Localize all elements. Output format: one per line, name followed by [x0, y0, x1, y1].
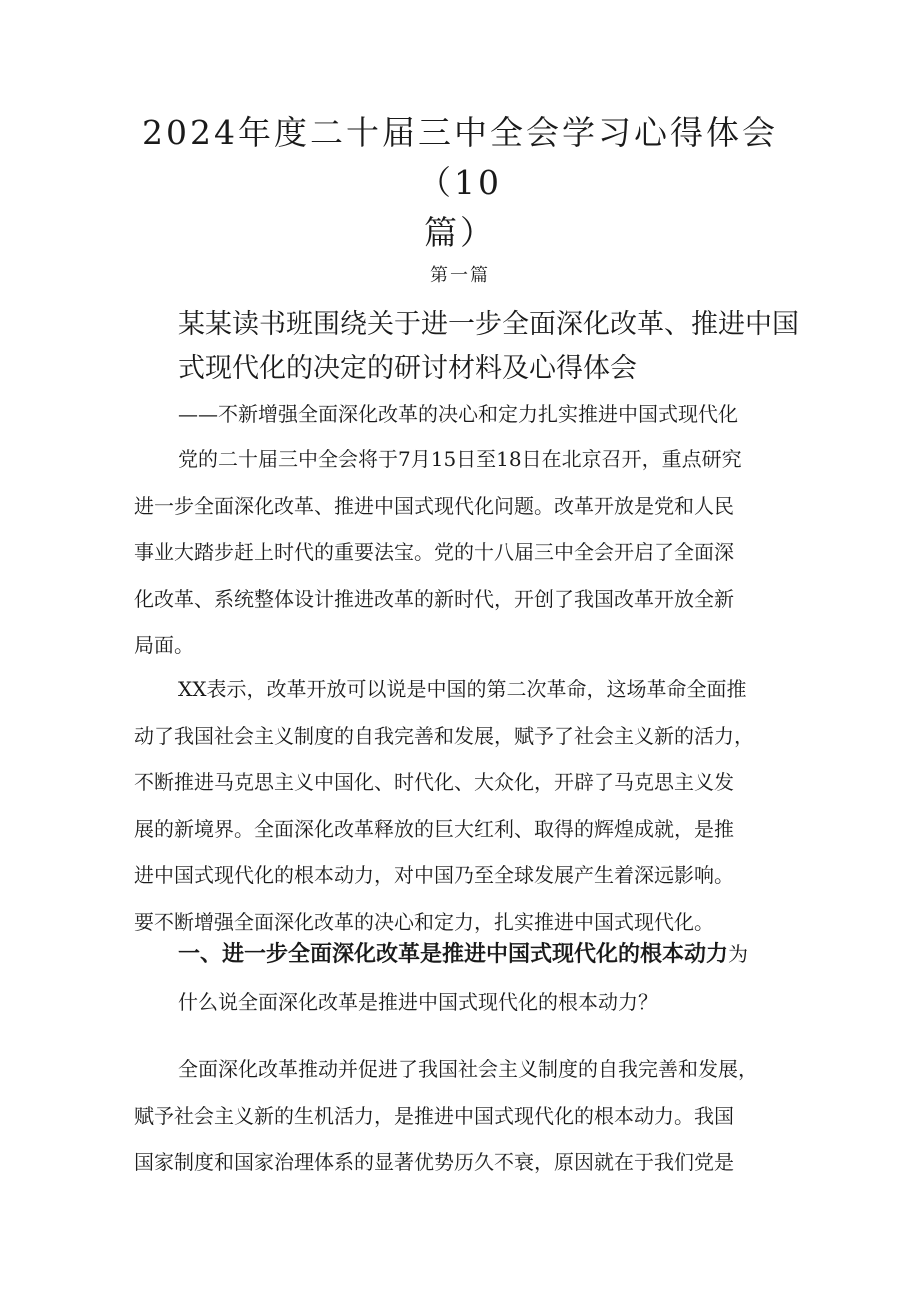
paragraph-line: 局面。 [134, 633, 194, 657]
paragraph-line: 党的二十届三中全会将于7月15日至18日在北京召开，重点研究 [178, 447, 742, 471]
paragraph-3 [134, 1046, 794, 1186]
section-question: 什么说全面深化改革是推进中国式现代化的根本动力？ [178, 990, 658, 1014]
paragraph-line: 进中国式现代化的根本动力，对中国乃至全球发展产生着深远影响。 [134, 863, 734, 887]
article-title-line-2: 式现代化的决定的研讨材料及心得体会 [178, 353, 637, 384]
section-heading-text: 一、进一步全面深化改革是推进中国式现代化的根本动力 [178, 942, 729, 967]
article-title [178, 303, 798, 391]
paragraph-line: 全面深化改革推动并促进了我国社会主义制度的自我完善和发展， [178, 1057, 758, 1081]
section-heading [178, 932, 748, 977]
paragraph-line: 国家制度和国家治理体系的显著优势历久不衰，原因就在于我们党是 [134, 1150, 734, 1174]
section-heading-tail: 为 [728, 942, 749, 966]
document-title-line-2: 篇） [424, 213, 496, 252]
document-title-line-1: 2024年度二十届三中全会学习心得体会（10 [142, 113, 778, 202]
paragraph-line: 进一步全面深化改革、推进中国式现代化问题。改革开放是党和人民 [134, 493, 734, 518]
document-title [110, 108, 810, 258]
paragraph-line: XX表示，改革开放可以说是中国的第二次革命，这场革命全面推 [178, 677, 747, 701]
paragraph-line: 化改革、系统整体设计推进改革的新时代，开创了我国改革开放全新 [134, 586, 734, 611]
paragraph-2 [134, 666, 794, 945]
paragraph-line: 赋予社会主义新的生机活力，是推进中国式现代化的根本动力。我国 [134, 1103, 734, 1128]
paragraph-line: 动了我国社会主义制度的自我完善和发展，赋予了社会主义新的活力， [134, 723, 754, 748]
paragraph-line: 要不断增强全面深化改革的决心和定力，扎实推进中国式现代化。 [134, 909, 714, 934]
paragraph-1 [134, 436, 794, 669]
article-title-line-1: 某某读书班围绕关于进一步全面深化改革、推进中国 [178, 309, 799, 340]
paragraph-line: 不断推进马克思主义中国化、时代化、大众化，开辟了马克思主义发 [134, 770, 734, 794]
paragraph-line: 事业大踏步赶上时代的重要法宝。党的十八届三中全会开启了全面深 [134, 540, 734, 564]
part-label: 第一篇 [430, 265, 490, 286]
article-subtitle: ——不新增强全面深化改革的决心和定力扎实推进中国式现代化 [178, 402, 738, 426]
paragraph-line: 展的新境界。全面深化改革释放的巨大红利、取得的辉煌成就，是推 [134, 816, 734, 841]
